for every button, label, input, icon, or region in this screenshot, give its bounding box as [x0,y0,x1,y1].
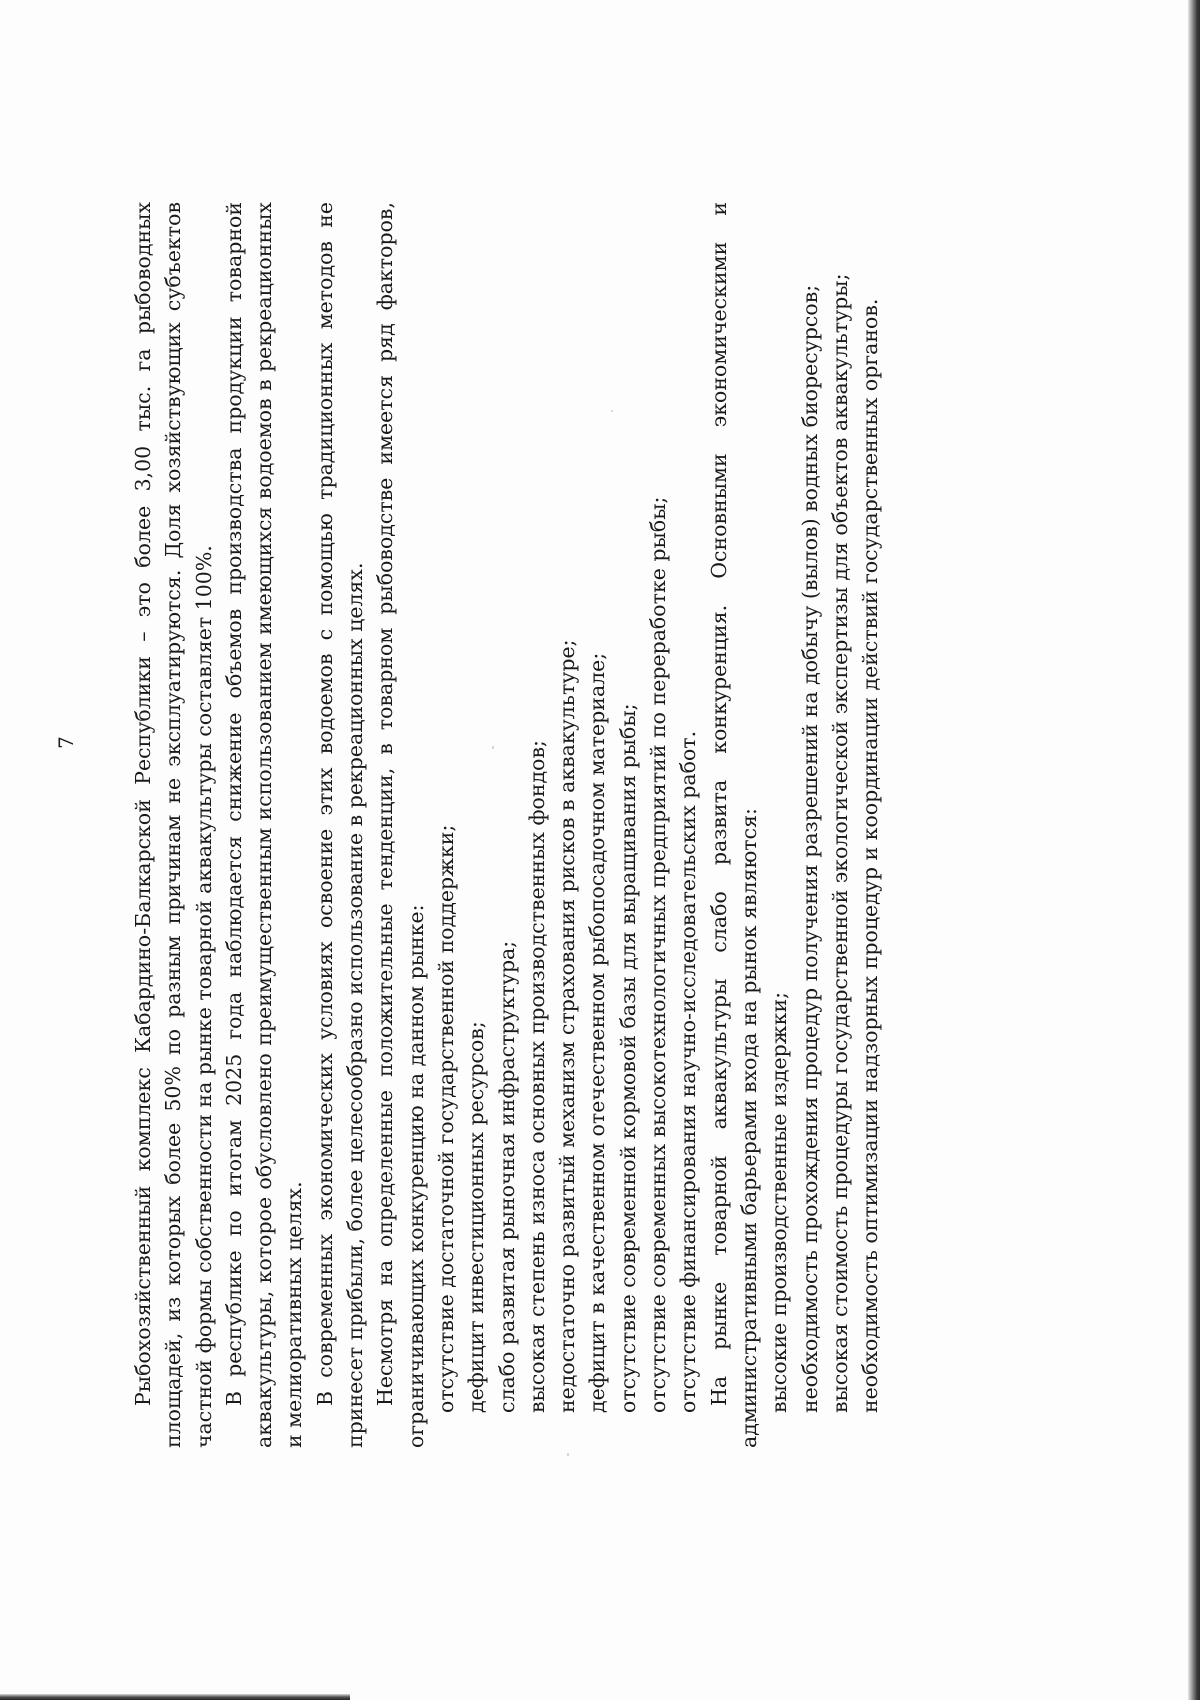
list-item: отсутствие современных высокотехнологичных предприятий по переработке рыбы; [646,496,671,1413]
paragraph: В республике по итогам 2025 года наблюдается снижение объемов производства продукции товарной аквакультуры, которое обусловлено преимущественным использованием имеющихся водоемов в рекреационных и мелиоративных целях. [221,202,307,1448]
scanner-edge-bottom [0,1694,350,1700]
paragraph: На рынке товарной аквакультуры слабо развита конкуренция. Основными экономическими и административными барьерами входа на рынок являются: [706,202,761,1448]
page-number: 7 [54,736,78,749]
list-item: отсутствие финансирования научно-исследовательских работ. [676,730,701,1413]
list-item: высокая степень износа основных производственных фондов; [524,740,549,1413]
list-item: слабо развитая рыночная инфраструктура; [494,940,519,1413]
list-item: необходимость оптимизации надзорных процедур и координации действий государственных органов. [858,298,883,1413]
paragraph: Несмотря на определенные положительные тенденции, в товарном рыбоводстве имеется ряд факторов, ограничивающих конкуренцию на данном рынке: [373,202,428,1448]
list-item: недостаточно развитый механизм страхования рисков в аквакультуре; [555,639,580,1413]
paragraph: Рыбохозяйственный комплекс Кабардино-Балкарской Республики – это более 3,00 тыс. га рыбоводных площадей, из которых более 50% по разным причинам не эксплуатируются. Доля хозяйствующих субъектов частной формы собственности на рынке товарной аквакультуры составляет 100%. [131,202,216,1448]
list-item: отсутствие достаточной государственной поддержки; [433,824,458,1413]
document-body [128,202,885,1448]
factors-list [431,202,704,1448]
paragraph: В современных экономических условиях освоение этих водоемов с помощью традиционных методов не принесет прибыли, более целесообразно использование в рекреационных целях. [312,202,368,1448]
list-item: высокие производственные издержки; [767,991,792,1413]
list-item: отсутствие современной кормовой базы для выращивания рыбы; [615,703,640,1413]
barriers-list [764,202,885,1448]
list-item: высокая стоимость процедуры государственной экологической экспертизы для объектов аквакультуры; [827,273,852,1413]
list-item: дефицит инвестиционных ресурсов; [464,1021,489,1413]
list-item: дефицит в качественном отечественном рыбопосадочном материале; [585,652,610,1413]
scanner-edge-right [1188,0,1200,1700]
list-item: необходимость прохождения процедур получения разрешений на добычу (вылов) водных биоресурсов; [797,284,822,1413]
